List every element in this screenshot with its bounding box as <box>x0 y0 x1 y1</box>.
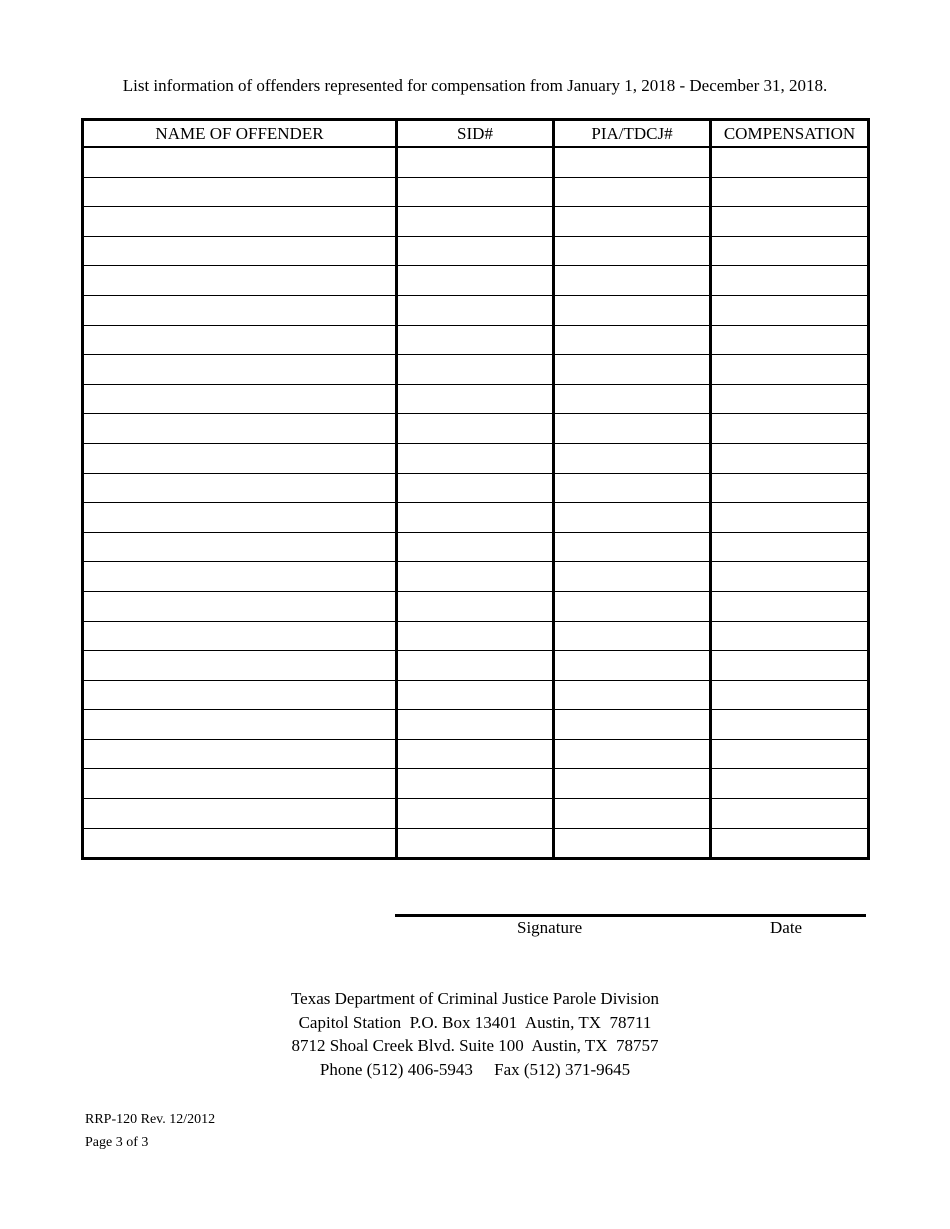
table-cell <box>554 799 711 829</box>
table-cell <box>554 651 711 681</box>
sid-field[interactable] <box>398 769 552 798</box>
sid-field[interactable] <box>398 740 552 769</box>
offender-name-field[interactable] <box>84 681 395 710</box>
table-cell <box>83 562 397 592</box>
sid-field[interactable] <box>398 296 552 325</box>
compensation-field[interactable] <box>712 148 867 177</box>
table-cell <box>83 147 397 177</box>
table-cell <box>711 236 869 266</box>
table-cell <box>397 325 554 355</box>
pia-tdcj-field[interactable] <box>555 562 709 591</box>
table-cell <box>711 355 869 385</box>
table-cell <box>554 443 711 473</box>
sid-field[interactable] <box>398 148 552 177</box>
table-cell <box>397 739 554 769</box>
table-cell <box>711 414 869 444</box>
table-cell <box>397 503 554 533</box>
table-cell <box>83 414 397 444</box>
compensation-field[interactable] <box>712 533 867 562</box>
page-number: Page 3 of 3 <box>85 1135 149 1150</box>
compensation-field[interactable] <box>712 651 867 680</box>
offender-name-field[interactable] <box>84 414 395 443</box>
table-row <box>83 177 869 207</box>
sid-field[interactable] <box>398 414 552 443</box>
table-cell <box>554 325 711 355</box>
table-row <box>83 621 869 651</box>
table-cell <box>554 473 711 503</box>
compensation-field[interactable] <box>712 207 867 236</box>
table-row <box>83 473 869 503</box>
offender-name-field[interactable] <box>84 622 395 651</box>
offender-name-field[interactable] <box>84 592 395 621</box>
table-cell <box>83 591 397 621</box>
table-row <box>83 503 869 533</box>
pia-tdcj-field[interactable] <box>555 444 709 473</box>
compensation-field[interactable] <box>712 474 867 503</box>
compensation-field[interactable] <box>712 266 867 295</box>
table-cell <box>554 295 711 325</box>
sid-field[interactable] <box>398 326 552 355</box>
pia-tdcj-field[interactable] <box>555 414 709 443</box>
table-row <box>83 325 869 355</box>
sid-field[interactable] <box>398 799 552 828</box>
table-cell <box>711 591 869 621</box>
sid-field[interactable] <box>398 444 552 473</box>
table-cell <box>83 207 397 237</box>
table-cell <box>554 769 711 799</box>
table-cell <box>83 651 397 681</box>
pia-tdcj-field[interactable] <box>555 326 709 355</box>
table-cell <box>554 710 711 740</box>
sid-field[interactable] <box>398 178 552 207</box>
table-cell <box>83 295 397 325</box>
compensation-field[interactable] <box>712 178 867 207</box>
header-name-of-offender: NAME OF OFFENDER <box>83 120 397 148</box>
pia-tdcj-field[interactable] <box>555 385 709 414</box>
table-cell <box>83 828 397 859</box>
table-cell <box>711 739 869 769</box>
table-cell <box>397 147 554 177</box>
table-cell <box>711 147 869 177</box>
table-cell <box>397 828 554 859</box>
table-cell <box>554 414 711 444</box>
table-cell <box>83 503 397 533</box>
sid-field[interactable] <box>398 562 552 591</box>
table-cell <box>554 680 711 710</box>
table-cell <box>83 443 397 473</box>
table-cell <box>711 621 869 651</box>
form-id: RRP-120 Rev. 12/2012 <box>85 1112 216 1127</box>
table-cell <box>83 355 397 385</box>
table-cell <box>554 591 711 621</box>
address-line-3: 8712 Shoal Creek Blvd. Suite 100 Austin, TX 78757 <box>291 1036 659 1055</box>
table-row <box>83 295 869 325</box>
header-sid: SID# <box>397 120 554 148</box>
table-cell <box>554 562 711 592</box>
table-row <box>83 769 869 799</box>
offender-name-field[interactable] <box>84 503 395 532</box>
table-row <box>83 355 869 385</box>
table-cell <box>83 680 397 710</box>
offender-name-field[interactable] <box>84 799 395 828</box>
table-cell <box>711 503 869 533</box>
table-row <box>83 680 869 710</box>
table-cell <box>554 621 711 651</box>
address-line-4: Phone (512) 406-5943 Fax (512) 371-9645 <box>319 1059 631 1079</box>
table-cell <box>711 266 869 296</box>
table-cell <box>397 651 554 681</box>
table-cell <box>83 710 397 740</box>
table-cell <box>711 207 869 237</box>
instructions-text: List information of offenders represented for compensation from January 1, 2018 - December 31, 2018. <box>122 76 828 95</box>
table-cell <box>397 621 554 651</box>
offender-name-field[interactable] <box>84 296 395 325</box>
pia-tdcj-field[interactable] <box>555 207 709 236</box>
compensation-field[interactable] <box>712 444 867 473</box>
offender-name-field[interactable] <box>84 178 395 207</box>
offender-name-field[interactable] <box>84 562 395 591</box>
table-cell <box>397 295 554 325</box>
pia-tdcj-field[interactable] <box>555 355 709 384</box>
header-compensation: COMPENSATION <box>711 120 869 148</box>
offender-name-field[interactable] <box>84 829 395 858</box>
table-cell <box>711 532 869 562</box>
table-header-row <box>83 120 869 148</box>
table-cell <box>711 177 869 207</box>
compensation-field[interactable] <box>712 296 867 325</box>
table-cell <box>83 473 397 503</box>
table-cell <box>554 503 711 533</box>
offender-name-field[interactable] <box>84 444 395 473</box>
signature-line[interactable] <box>395 914 866 917</box>
table-cell <box>554 739 711 769</box>
table-cell <box>554 384 711 414</box>
sid-field[interactable] <box>398 829 552 858</box>
table-cell <box>83 532 397 562</box>
table-cell <box>711 562 869 592</box>
table-cell <box>711 473 869 503</box>
table-cell <box>397 177 554 207</box>
table-row <box>83 384 869 414</box>
table-cell <box>397 236 554 266</box>
table-cell <box>397 443 554 473</box>
table-cell <box>83 384 397 414</box>
sid-field[interactable] <box>398 207 552 236</box>
table-cell <box>83 621 397 651</box>
pia-tdcj-field[interactable] <box>555 237 709 266</box>
offender-name-field[interactable] <box>84 355 395 384</box>
pia-tdcj-field[interactable] <box>555 533 709 562</box>
offender-name-field[interactable] <box>84 769 395 798</box>
table-body <box>83 147 869 859</box>
offender-name-field[interactable] <box>84 474 395 503</box>
table-cell <box>397 414 554 444</box>
compensation-field[interactable] <box>712 385 867 414</box>
compensation-field[interactable] <box>712 326 867 355</box>
table-row <box>83 591 869 621</box>
pia-tdcj-field[interactable] <box>555 503 709 532</box>
table-cell <box>397 532 554 562</box>
offender-name-field[interactable] <box>84 740 395 769</box>
offender-name-field[interactable] <box>84 651 395 680</box>
table-cell <box>711 710 869 740</box>
compensation-field[interactable] <box>712 829 867 858</box>
date-label: Date <box>770 918 803 937</box>
signature-label: Signature <box>517 918 583 937</box>
offender-name-field[interactable] <box>84 207 395 236</box>
pia-tdcj-field[interactable] <box>555 474 709 503</box>
table-cell <box>711 799 869 829</box>
offender-name-field[interactable] <box>84 385 395 414</box>
table-cell <box>397 769 554 799</box>
compensation-field[interactable] <box>712 769 867 798</box>
offender-table <box>81 118 870 860</box>
address-block <box>0 987 950 1081</box>
table-cell <box>554 828 711 859</box>
compensation-field[interactable] <box>712 355 867 384</box>
pia-tdcj-field[interactable] <box>555 296 709 325</box>
table-cell <box>711 828 869 859</box>
table-row <box>83 236 869 266</box>
pia-tdcj-field[interactable] <box>555 178 709 207</box>
table-cell <box>711 295 869 325</box>
table-row <box>83 266 869 296</box>
pia-tdcj-field[interactable] <box>555 148 709 177</box>
table-cell <box>83 266 397 296</box>
compensation-field[interactable] <box>712 237 867 266</box>
table-cell <box>83 177 397 207</box>
table-cell <box>397 591 554 621</box>
compensation-field[interactable] <box>712 681 867 710</box>
table-cell <box>554 207 711 237</box>
pia-tdcj-field[interactable] <box>555 740 709 769</box>
offender-name-field[interactable] <box>84 710 395 739</box>
offender-name-field[interactable] <box>84 148 395 177</box>
header-pia-tdcj: PIA/TDCJ# <box>554 120 711 148</box>
table-cell <box>83 325 397 355</box>
compensation-field[interactable] <box>712 799 867 828</box>
compensation-field[interactable] <box>712 562 867 591</box>
table-cell <box>83 769 397 799</box>
address-line-2: Capitol Station P.O. Box 13401 Austin, TX 78711 <box>298 1012 652 1032</box>
sid-field[interactable] <box>398 474 552 503</box>
table-row <box>83 207 869 237</box>
table-cell <box>397 207 554 237</box>
pia-tdcj-field[interactable] <box>555 710 709 739</box>
table-row <box>83 710 869 740</box>
pia-tdcj-field[interactable] <box>555 769 709 798</box>
table-cell <box>554 266 711 296</box>
pia-tdcj-field[interactable] <box>555 651 709 680</box>
sid-field[interactable] <box>398 533 552 562</box>
table-row <box>83 147 869 177</box>
table-cell <box>397 562 554 592</box>
table-cell <box>711 325 869 355</box>
table-cell <box>711 680 869 710</box>
compensation-field[interactable] <box>712 503 867 532</box>
sid-field[interactable] <box>398 622 552 651</box>
compensation-field[interactable] <box>712 622 867 651</box>
table-cell <box>554 355 711 385</box>
table-cell <box>711 443 869 473</box>
table-cell <box>711 769 869 799</box>
table-cell <box>397 710 554 740</box>
table-cell <box>554 177 711 207</box>
table-row <box>83 562 869 592</box>
table-cell <box>397 799 554 829</box>
table-cell <box>554 147 711 177</box>
table-row <box>83 414 869 444</box>
offender-name-field[interactable] <box>84 237 395 266</box>
offender-name-field[interactable] <box>84 266 395 295</box>
pia-tdcj-field[interactable] <box>555 592 709 621</box>
compensation-field[interactable] <box>712 710 867 739</box>
table-cell <box>397 473 554 503</box>
pia-tdcj-field[interactable] <box>555 829 709 858</box>
sid-field[interactable] <box>398 385 552 414</box>
pia-tdcj-field[interactable] <box>555 681 709 710</box>
table-cell <box>711 651 869 681</box>
compensation-field[interactable] <box>712 592 867 621</box>
sid-field[interactable] <box>398 651 552 680</box>
table-cell <box>83 799 397 829</box>
table-row <box>83 532 869 562</box>
sid-field[interactable] <box>398 681 552 710</box>
table-cell <box>554 532 711 562</box>
sid-field[interactable] <box>398 592 552 621</box>
table-row <box>83 651 869 681</box>
table-cell <box>711 384 869 414</box>
pia-tdcj-field[interactable] <box>555 266 709 295</box>
table-row <box>83 828 869 859</box>
table-cell <box>397 355 554 385</box>
table-row <box>83 443 869 473</box>
table-row <box>83 739 869 769</box>
offender-name-field[interactable] <box>84 533 395 562</box>
table-cell <box>83 236 397 266</box>
pia-tdcj-field[interactable] <box>555 622 709 651</box>
compensation-field[interactable] <box>712 740 867 769</box>
compensation-field[interactable] <box>712 414 867 443</box>
sid-field[interactable] <box>398 710 552 739</box>
table-row <box>83 799 869 829</box>
sid-field[interactable] <box>398 237 552 266</box>
sid-field[interactable] <box>398 503 552 532</box>
table-cell <box>397 384 554 414</box>
table-cell <box>83 739 397 769</box>
sid-field[interactable] <box>398 355 552 384</box>
table-cell <box>397 680 554 710</box>
offender-name-field[interactable] <box>84 326 395 355</box>
address-line-1: Texas Department of Criminal Justice Parole Division <box>290 989 659 1008</box>
table-cell <box>397 266 554 296</box>
form-footer <box>85 1108 215 1154</box>
table-cell <box>554 236 711 266</box>
sid-field[interactable] <box>398 266 552 295</box>
pia-tdcj-field[interactable] <box>555 799 709 828</box>
